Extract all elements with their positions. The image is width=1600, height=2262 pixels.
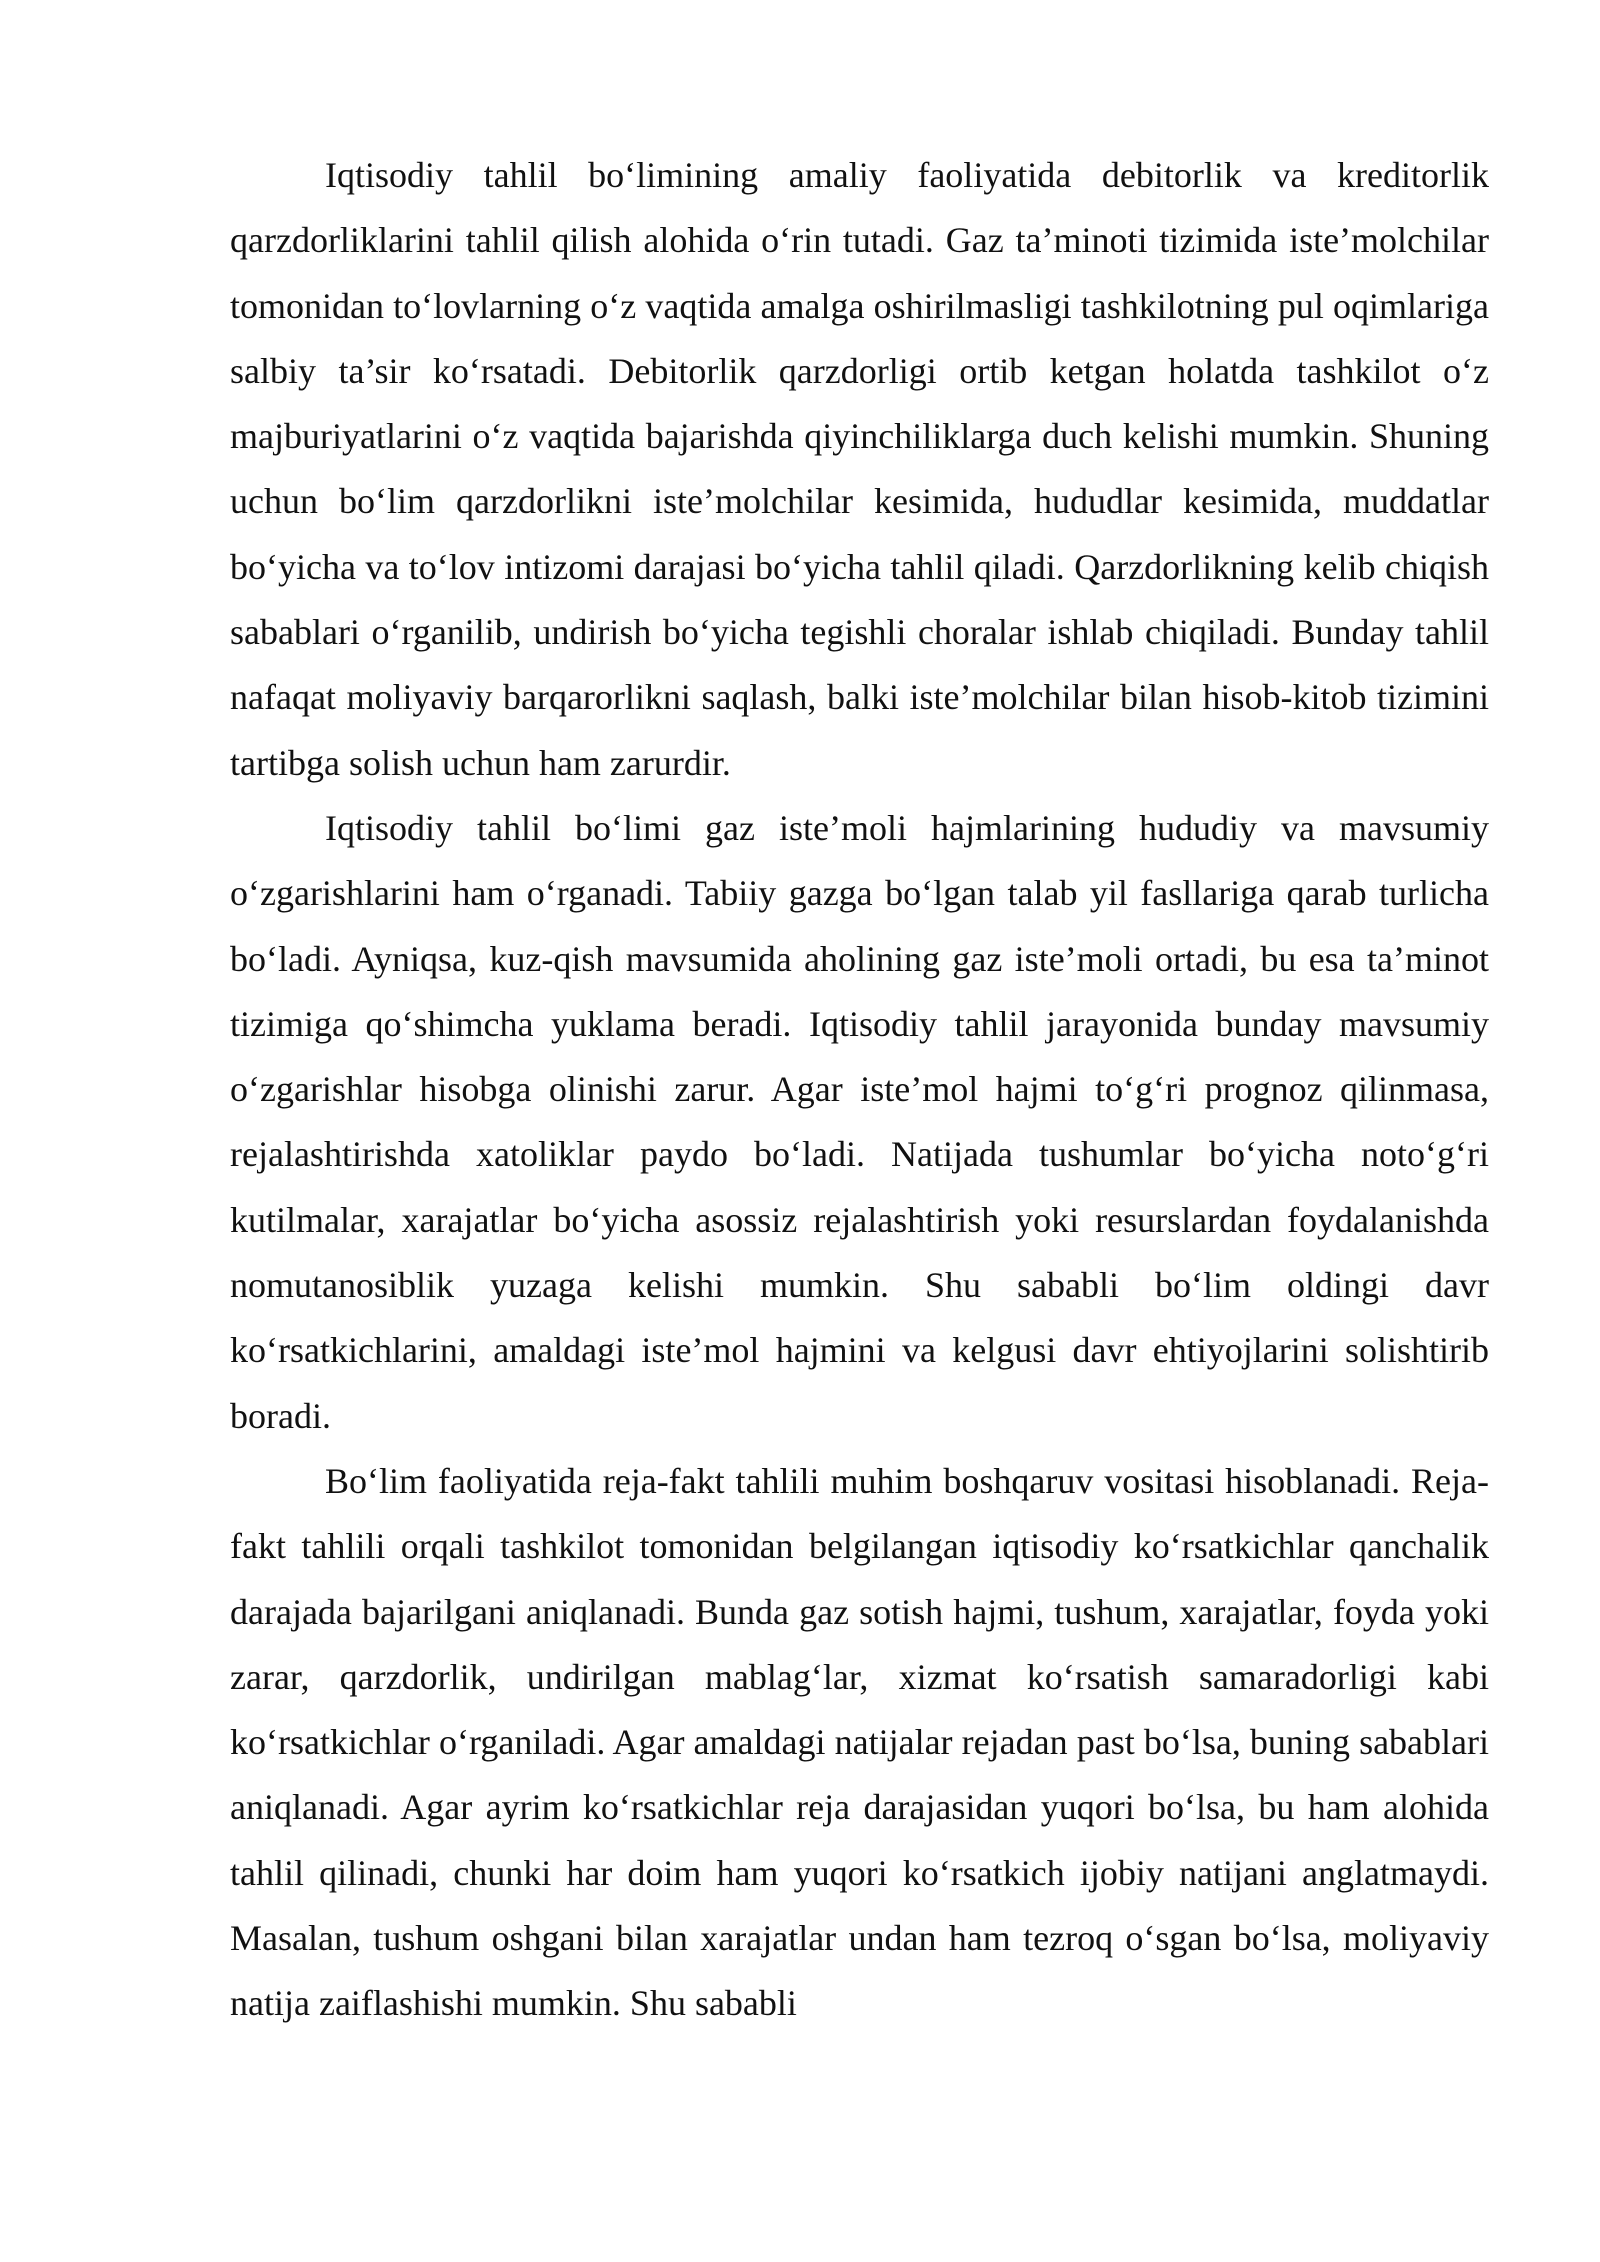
paragraph-seasonal-consumption: Iqtisodiy tahlil bo‘limi gaz iste’moli hajmlarining hududiy va mavsumiy o‘zgarishlarini ham o‘rganadi. Tabiiy gazga bo‘lgan talab yil fasllariga qarab turlicha bo‘ladi. Ayniqsa, kuz-qish mavsumida aholining gaz iste’moli ortadi, bu esa ta’minot tizimiga qo‘shimcha yuklama beradi. Iqtisodiy tahlil jarayonida bunday mavsumiy o‘zgarishlar hisobga olinishi zarur. Agar iste’mol hajmi to‘g‘ri prognoz qilinmasa, rejalashtirishda xatoliklar paydo bo‘ladi. Natijada tushumlar bo‘yicha noto‘g‘ri kutilmalar, xarajatlar bo‘yicha asossiz rejalashtirish yoki resurslardan foydalanishda nomutanosiblik yuzaga kelishi mumkin. Shu sababli bo‘lim oldingi davr ko‘rsatkichlarini, amaldagi iste’mol hajmini va kelgusi davr ehtiyojlarini solishtirib boradi. bbox=[230, 807, 1489, 1436]
paragraph-plan-fact-analysis: Bo‘lim faoliyatida reja-fakt tahlili muhim boshqaruv vositasi hisoblanadi. Reja-fakt tahlili orqali tashkilot tomonidan belgilangan iqtisodiy ko‘rsatkichlar qanchalik darajada bajarilgani aniqlanadi. Bunda gaz sotish hajmi, tushum, xarajatlar, foyda yoki zarar, qarzdorlik, undirilgan mablag‘lar, xizmat ko‘rsatish samaradorligi kabi ko‘rsatkichlar o‘rganiladi. Agar amaldagi natijalar rejadan past bo‘lsa, buning sabablari aniqlanadi. Agar ayrim ko‘rsatkichlar reja darajasidan yuqori bo‘lsa, bu ham alohida tahlil qilinadi, chunki har doim ham yuqori ko‘rsatkich ijobiy natijani anglatmaydi. Masalan, tushum oshgani bilan xarajatlar undan ham tezroq o‘sgan bo‘lsa, moliyaviy natija zaiflashishi mumkin. Shu sababli bbox=[230, 1460, 1489, 2024]
paragraph-receivables-analysis: Iqtisodiy tahlil bo‘limining amaliy faoliyatida debitorlik va kreditorlik qarzdorliklarini tahlil qilish alohida o‘rin tutadi. Gaz ta’minoti tizimida iste’molchilar tomonidan to‘lovlarning o‘z vaqtida amalga oshirilmasligi tashkilotning pul oqimlariga salbiy ta’sir ko‘rsatadi. Debitorlik qarzdorligi ortib ketgan holatda tashkilot o‘z majburiyatlarini o‘z vaqtida bajarishda qiyinchiliklarga duch kelishi mumkin. Shuning uchun bo‘lim qarzdorlikni iste’molchilar kesimida, hududlar kesimida, muddatlar bo‘yicha va to‘lov intizomi darajasi bo‘yicha tahlil qiladi. Qarzdorlikning kelib chiqish sabablari o‘rganilib, undirish bo‘yicha tegishli choralar ishlab chiqiladi. Bunday tahlil nafaqat moliyaviy barqarorlikni saqlash, balki iste’molchilar bilan hisob-kitob tizimini tartibga solish uchun ham zarurdir. bbox=[230, 155, 1489, 783]
document-body bbox=[230, 143, 1489, 2037]
